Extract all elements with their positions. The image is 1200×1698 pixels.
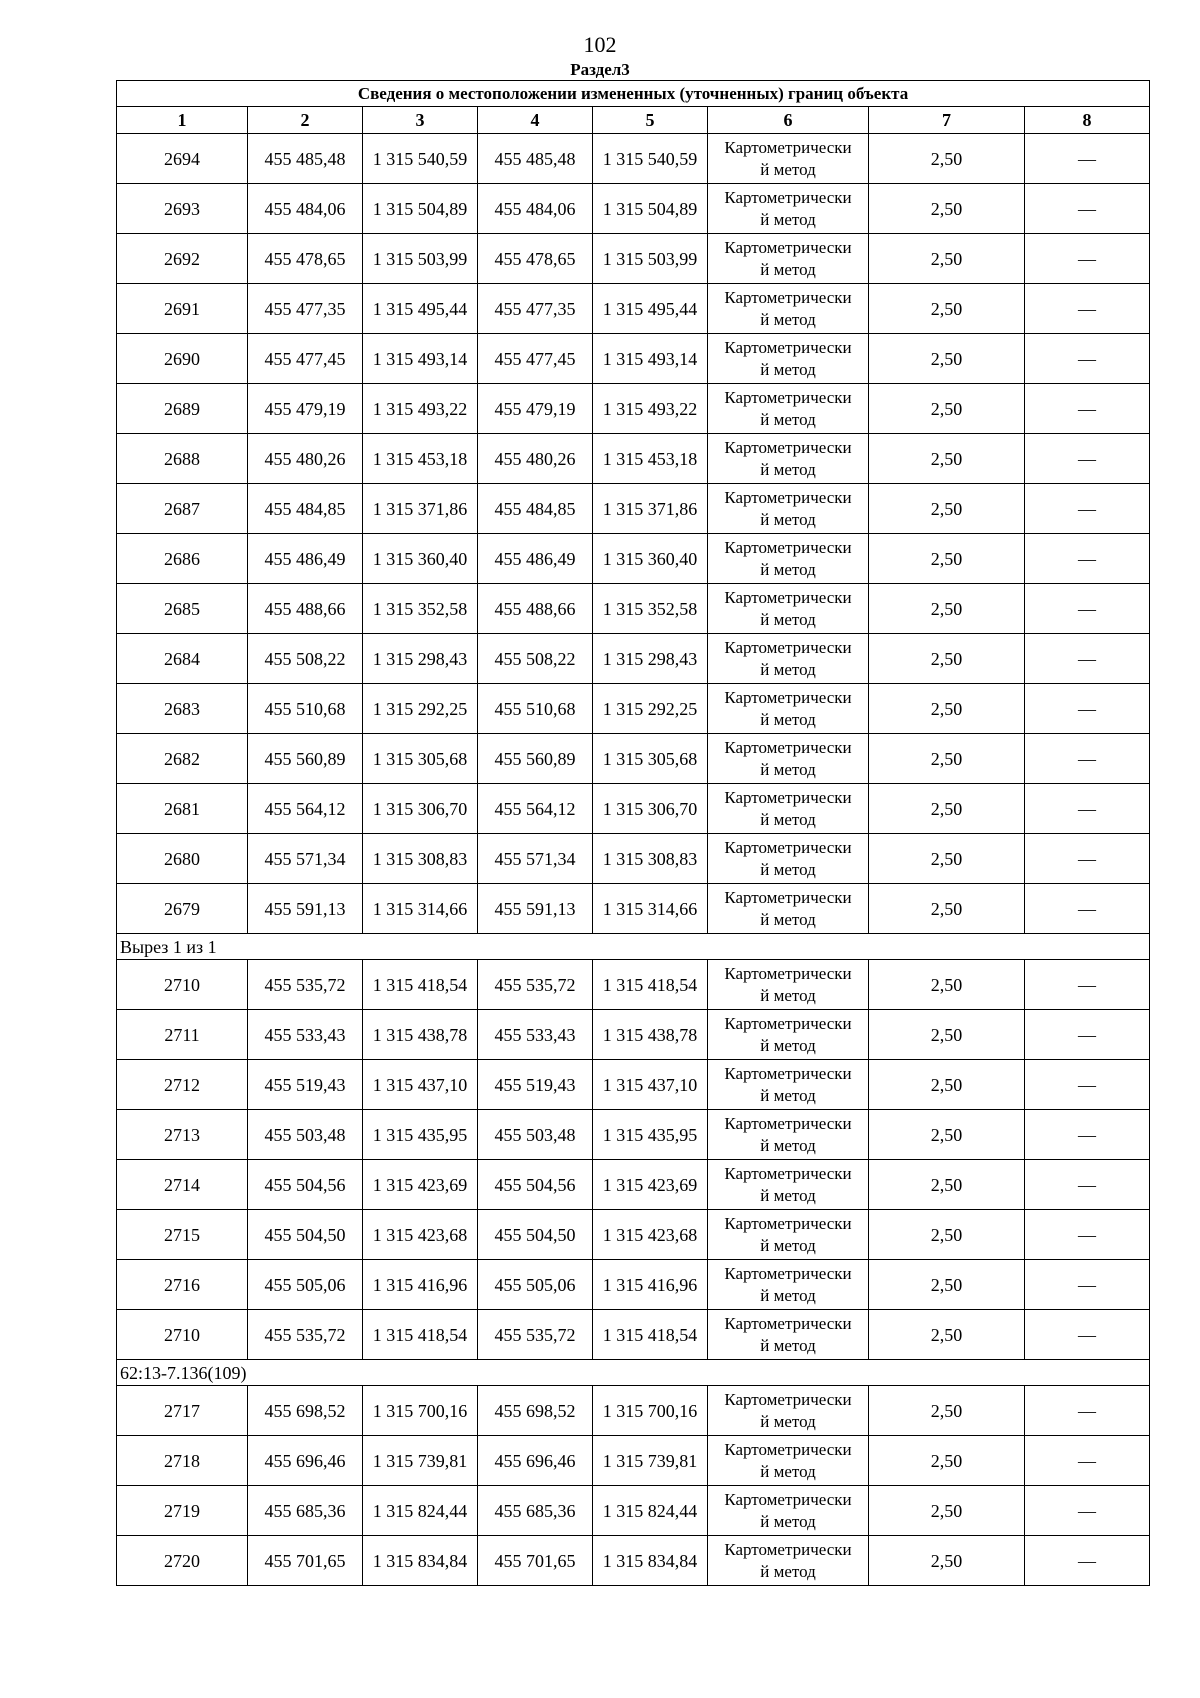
y-coord-cell: 1 315 739,81 <box>363 1436 478 1486</box>
dash-cell: — <box>1025 834 1150 884</box>
y-coord-cell: 1 315 834,84 <box>593 1536 708 1586</box>
x-coord-cell: 455 486,49 <box>478 534 593 584</box>
y-coord-cell: 1 315 306,70 <box>593 784 708 834</box>
table-row <box>117 1310 1150 1360</box>
table-row <box>117 534 1150 584</box>
x-coord-cell: 455 505,06 <box>478 1260 593 1310</box>
point-number-cell: 2690 <box>117 334 248 384</box>
method-cell: Картометрически й метод <box>708 634 869 684</box>
dash-cell: — <box>1025 384 1150 434</box>
y-coord-cell: 1 315 305,68 <box>363 734 478 784</box>
table-row <box>117 734 1150 784</box>
dash-cell: — <box>1025 184 1150 234</box>
table-row <box>117 1160 1150 1210</box>
y-coord-cell: 1 315 352,58 <box>363 584 478 634</box>
column-header: 6 <box>708 107 869 134</box>
dash-cell: — <box>1025 960 1150 1010</box>
x-coord-cell: 455 698,52 <box>248 1386 363 1436</box>
y-coord-cell: 1 315 495,44 <box>593 284 708 334</box>
table-row <box>117 1110 1150 1160</box>
dash-cell: — <box>1025 284 1150 334</box>
column-header: 1 <box>117 107 248 134</box>
accuracy-cell: 2,50 <box>869 434 1025 484</box>
accuracy-cell: 2,50 <box>869 1010 1025 1060</box>
y-coord-cell: 1 315 495,44 <box>363 284 478 334</box>
x-coord-cell: 455 485,48 <box>478 134 593 184</box>
table-row <box>117 284 1150 334</box>
point-number-cell: 2693 <box>117 184 248 234</box>
x-coord-cell: 455 685,36 <box>478 1486 593 1536</box>
method-cell: Картометрически й метод <box>708 960 869 1010</box>
x-coord-cell: 455 488,66 <box>478 584 593 634</box>
dash-cell: — <box>1025 634 1150 684</box>
method-cell: Картометрически й метод <box>708 1110 869 1160</box>
point-number-cell: 2710 <box>117 1310 248 1360</box>
method-cell: Картометрически й метод <box>708 834 869 884</box>
x-coord-cell: 455 535,72 <box>478 1310 593 1360</box>
page-number: 102 <box>583 32 617 57</box>
accuracy-cell: 2,50 <box>869 384 1025 434</box>
point-number-cell: 2682 <box>117 734 248 784</box>
method-cell: Картометрически й метод <box>708 584 869 634</box>
y-coord-cell: 1 315 314,66 <box>363 884 478 934</box>
y-coord-cell: 1 315 438,78 <box>593 1010 708 1060</box>
x-coord-cell: 455 503,48 <box>248 1110 363 1160</box>
table-group-row <box>117 1360 1150 1386</box>
dash-cell: — <box>1025 434 1150 484</box>
point-number-cell: 2684 <box>117 634 248 684</box>
table-row <box>117 834 1150 884</box>
x-coord-cell: 455 485,48 <box>248 134 363 184</box>
accuracy-cell: 2,50 <box>869 184 1025 234</box>
dash-cell: — <box>1025 1210 1150 1260</box>
x-coord-cell: 455 696,46 <box>248 1436 363 1486</box>
y-coord-cell: 1 315 306,70 <box>363 784 478 834</box>
table-row <box>117 1486 1150 1536</box>
x-coord-cell: 455 484,06 <box>248 184 363 234</box>
x-coord-cell: 455 505,06 <box>248 1260 363 1310</box>
x-coord-cell: 455 533,43 <box>478 1010 593 1060</box>
x-coord-cell: 455 535,72 <box>248 1310 363 1360</box>
accuracy-cell: 2,50 <box>869 334 1025 384</box>
column-header: 5 <box>593 107 708 134</box>
table-header-row <box>117 107 1150 134</box>
column-header: 4 <box>478 107 593 134</box>
dash-cell: — <box>1025 1486 1150 1536</box>
table-row <box>117 884 1150 934</box>
method-cell: Картометрически й метод <box>708 234 869 284</box>
x-coord-cell: 455 564,12 <box>478 784 593 834</box>
y-coord-cell: 1 315 418,54 <box>363 1310 478 1360</box>
dash-cell: — <box>1025 1310 1150 1360</box>
table-row <box>117 334 1150 384</box>
dash-cell: — <box>1025 1160 1150 1210</box>
y-coord-cell: 1 315 292,25 <box>593 684 708 734</box>
y-coord-cell: 1 315 418,54 <box>363 960 478 1010</box>
y-coord-cell: 1 315 435,95 <box>593 1110 708 1160</box>
point-number-cell: 2719 <box>117 1486 248 1536</box>
point-number-cell: 2692 <box>117 234 248 284</box>
accuracy-cell: 2,50 <box>869 484 1025 534</box>
point-number-cell: 2714 <box>117 1160 248 1210</box>
point-number-cell: 2688 <box>117 434 248 484</box>
dash-cell: — <box>1025 884 1150 934</box>
accuracy-cell: 2,50 <box>869 1310 1025 1360</box>
point-number-cell: 2715 <box>117 1210 248 1260</box>
point-number-cell: 2718 <box>117 1436 248 1486</box>
x-coord-cell: 455 698,52 <box>478 1386 593 1436</box>
y-coord-cell: 1 315 503,99 <box>363 234 478 284</box>
boundary-coordinates-table <box>116 80 1150 1586</box>
dash-cell: — <box>1025 1060 1150 1110</box>
x-coord-cell: 455 510,68 <box>478 684 593 734</box>
x-coord-cell: 455 560,89 <box>248 734 363 784</box>
method-cell: Картометрически й метод <box>708 1010 869 1060</box>
y-coord-cell: 1 315 352,58 <box>593 584 708 634</box>
y-coord-cell: 1 315 739,81 <box>593 1436 708 1486</box>
point-number-cell: 2687 <box>117 484 248 534</box>
accuracy-cell: 2,50 <box>869 1386 1025 1436</box>
dash-cell: — <box>1025 1436 1150 1486</box>
table-row <box>117 634 1150 684</box>
table-row <box>117 1436 1150 1486</box>
accuracy-cell: 2,50 <box>869 734 1025 784</box>
x-coord-cell: 455 533,43 <box>248 1010 363 1060</box>
y-coord-cell: 1 315 314,66 <box>593 884 708 934</box>
x-coord-cell: 455 564,12 <box>248 784 363 834</box>
point-number-cell: 2685 <box>117 584 248 634</box>
method-cell: Картометрически й метод <box>708 484 869 534</box>
table-row <box>117 1010 1150 1060</box>
x-coord-cell: 455 591,13 <box>478 884 593 934</box>
point-number-cell: 2711 <box>117 1010 248 1060</box>
y-coord-cell: 1 315 503,99 <box>593 234 708 284</box>
y-coord-cell: 1 315 540,59 <box>363 134 478 184</box>
point-number-cell: 2683 <box>117 684 248 734</box>
method-cell: Картометрически й метод <box>708 384 869 434</box>
method-cell: Картометрически й метод <box>708 334 869 384</box>
accuracy-cell: 2,50 <box>869 960 1025 1010</box>
dash-cell: — <box>1025 1386 1150 1436</box>
table-row <box>117 484 1150 534</box>
y-coord-cell: 1 315 308,83 <box>593 834 708 884</box>
x-coord-cell: 455 477,35 <box>478 284 593 334</box>
y-coord-cell: 1 315 298,43 <box>363 634 478 684</box>
y-coord-cell: 1 315 504,89 <box>363 184 478 234</box>
y-coord-cell: 1 315 493,22 <box>363 384 478 434</box>
dash-cell: — <box>1025 1260 1150 1310</box>
table-row <box>117 584 1150 634</box>
dash-cell: — <box>1025 1010 1150 1060</box>
x-coord-cell: 455 571,34 <box>478 834 593 884</box>
y-coord-cell: 1 315 504,89 <box>593 184 708 234</box>
x-coord-cell: 455 701,65 <box>478 1536 593 1586</box>
accuracy-cell: 2,50 <box>869 1486 1025 1536</box>
x-coord-cell: 455 479,19 <box>248 384 363 434</box>
x-coord-cell: 455 508,22 <box>478 634 593 684</box>
y-coord-cell: 1 315 416,96 <box>363 1260 478 1310</box>
x-coord-cell: 455 504,50 <box>478 1210 593 1260</box>
accuracy-cell: 2,50 <box>869 234 1025 284</box>
table-row <box>117 1060 1150 1110</box>
accuracy-cell: 2,50 <box>869 834 1025 884</box>
accuracy-cell: 2,50 <box>869 1110 1025 1160</box>
x-coord-cell: 455 478,65 <box>478 234 593 284</box>
method-cell: Картометрически й метод <box>708 1210 869 1260</box>
y-coord-cell: 1 315 453,18 <box>593 434 708 484</box>
accuracy-cell: 2,50 <box>869 1536 1025 1586</box>
point-number-cell: 2694 <box>117 134 248 184</box>
group-label: 62:13-7.136(109) <box>117 1360 1150 1386</box>
x-coord-cell: 455 510,68 <box>248 684 363 734</box>
point-number-cell: 2710 <box>117 960 248 1010</box>
y-coord-cell: 1 315 418,54 <box>593 960 708 1010</box>
column-header: 8 <box>1025 107 1150 134</box>
accuracy-cell: 2,50 <box>869 1260 1025 1310</box>
y-coord-cell: 1 315 824,44 <box>593 1486 708 1536</box>
x-coord-cell: 455 480,26 <box>478 434 593 484</box>
dash-cell: — <box>1025 534 1150 584</box>
column-header: 2 <box>248 107 363 134</box>
method-cell: Картометрически й метод <box>708 1436 869 1486</box>
x-coord-cell: 455 591,13 <box>248 884 363 934</box>
dash-cell: — <box>1025 684 1150 734</box>
y-coord-cell: 1 315 371,86 <box>593 484 708 534</box>
dash-cell: — <box>1025 584 1150 634</box>
x-coord-cell: 455 488,66 <box>248 584 363 634</box>
method-cell: Картометрически й метод <box>708 884 869 934</box>
y-coord-cell: 1 315 493,14 <box>593 334 708 384</box>
accuracy-cell: 2,50 <box>869 784 1025 834</box>
y-coord-cell: 1 315 298,43 <box>593 634 708 684</box>
point-number-cell: 2712 <box>117 1060 248 1110</box>
x-coord-cell: 455 571,34 <box>248 834 363 884</box>
method-cell: Картометрически й метод <box>708 1060 869 1110</box>
table-row <box>117 684 1150 734</box>
x-coord-cell: 455 519,43 <box>478 1060 593 1110</box>
y-coord-cell: 1 315 700,16 <box>363 1386 478 1436</box>
table-row <box>117 184 1150 234</box>
y-coord-cell: 1 315 423,69 <box>593 1160 708 1210</box>
x-coord-cell: 455 519,43 <box>248 1060 363 1110</box>
table-title: Сведения о местоположении измененных (уточненных) границ объекта <box>117 81 1150 107</box>
method-cell: Картометрически й метод <box>708 734 869 784</box>
y-coord-cell: 1 315 292,25 <box>363 684 478 734</box>
section-title: Раздел3 <box>570 60 630 79</box>
accuracy-cell: 2,50 <box>869 584 1025 634</box>
y-coord-cell: 1 315 305,68 <box>593 734 708 784</box>
table-row <box>117 784 1150 834</box>
y-coord-cell: 1 315 493,14 <box>363 334 478 384</box>
column-header: 3 <box>363 107 478 134</box>
x-coord-cell: 455 484,85 <box>248 484 363 534</box>
table-row <box>117 1210 1150 1260</box>
point-number-cell: 2686 <box>117 534 248 584</box>
x-coord-cell: 455 486,49 <box>248 534 363 584</box>
x-coord-cell: 455 701,65 <box>248 1536 363 1586</box>
table-row <box>117 134 1150 184</box>
method-cell: Картометрически й метод <box>708 534 869 584</box>
point-number-cell: 2691 <box>117 284 248 334</box>
accuracy-cell: 2,50 <box>869 1436 1025 1486</box>
y-coord-cell: 1 315 824,44 <box>363 1486 478 1536</box>
dash-cell: — <box>1025 234 1150 284</box>
method-cell: Картометрически й метод <box>708 784 869 834</box>
table-row <box>117 960 1150 1010</box>
accuracy-cell: 2,50 <box>869 884 1025 934</box>
point-number-cell: 2689 <box>117 384 248 434</box>
column-header: 7 <box>869 107 1025 134</box>
y-coord-cell: 1 315 423,68 <box>593 1210 708 1260</box>
x-coord-cell: 455 535,72 <box>248 960 363 1010</box>
y-coord-cell: 1 315 834,84 <box>363 1536 478 1586</box>
x-coord-cell: 455 477,45 <box>248 334 363 384</box>
y-coord-cell: 1 315 437,10 <box>363 1060 478 1110</box>
point-number-cell: 2717 <box>117 1386 248 1436</box>
method-cell: Картометрически й метод <box>708 434 869 484</box>
point-number-cell: 2713 <box>117 1110 248 1160</box>
x-coord-cell: 455 478,65 <box>248 234 363 284</box>
y-coord-cell: 1 315 438,78 <box>363 1010 478 1060</box>
x-coord-cell: 455 504,56 <box>248 1160 363 1210</box>
x-coord-cell: 455 696,46 <box>478 1436 593 1486</box>
point-number-cell: 2679 <box>117 884 248 934</box>
method-cell: Картометрически й метод <box>708 1310 869 1360</box>
method-cell: Картометрически й метод <box>708 184 869 234</box>
table-row <box>117 1386 1150 1436</box>
y-coord-cell: 1 315 416,96 <box>593 1260 708 1310</box>
accuracy-cell: 2,50 <box>869 534 1025 584</box>
dash-cell: — <box>1025 334 1150 384</box>
x-coord-cell: 455 503,48 <box>478 1110 593 1160</box>
point-number-cell: 2720 <box>117 1536 248 1586</box>
x-coord-cell: 455 484,06 <box>478 184 593 234</box>
accuracy-cell: 2,50 <box>869 634 1025 684</box>
x-coord-cell: 455 508,22 <box>248 634 363 684</box>
method-cell: Картометрически й метод <box>708 284 869 334</box>
x-coord-cell: 455 560,89 <box>478 734 593 784</box>
y-coord-cell: 1 315 437,10 <box>593 1060 708 1110</box>
method-cell: Картометрически й метод <box>708 134 869 184</box>
y-coord-cell: 1 315 493,22 <box>593 384 708 434</box>
y-coord-cell: 1 315 418,54 <box>593 1310 708 1360</box>
table-row <box>117 384 1150 434</box>
table-row <box>117 1536 1150 1586</box>
point-number-cell: 2716 <box>117 1260 248 1310</box>
y-coord-cell: 1 315 435,95 <box>363 1110 478 1160</box>
method-cell: Картометрически й метод <box>708 1260 869 1310</box>
accuracy-cell: 2,50 <box>869 284 1025 334</box>
dash-cell: — <box>1025 484 1150 534</box>
y-coord-cell: 1 315 700,16 <box>593 1386 708 1436</box>
dash-cell: — <box>1025 1110 1150 1160</box>
table-row <box>117 434 1150 484</box>
y-coord-cell: 1 315 360,40 <box>363 534 478 584</box>
dash-cell: — <box>1025 734 1150 784</box>
x-coord-cell: 455 479,19 <box>478 384 593 434</box>
dash-cell: — <box>1025 1536 1150 1586</box>
y-coord-cell: 1 315 423,68 <box>363 1210 478 1260</box>
point-number-cell: 2681 <box>117 784 248 834</box>
table-row <box>117 1260 1150 1310</box>
dash-cell: — <box>1025 784 1150 834</box>
point-number-cell: 2680 <box>117 834 248 884</box>
method-cell: Картометрически й метод <box>708 1160 869 1210</box>
dash-cell: — <box>1025 134 1150 184</box>
method-cell: Картометрически й метод <box>708 1386 869 1436</box>
y-coord-cell: 1 315 453,18 <box>363 434 478 484</box>
y-coord-cell: 1 315 360,40 <box>593 534 708 584</box>
accuracy-cell: 2,50 <box>869 1160 1025 1210</box>
y-coord-cell: 1 315 308,83 <box>363 834 478 884</box>
accuracy-cell: 2,50 <box>869 684 1025 734</box>
y-coord-cell: 1 315 423,69 <box>363 1160 478 1210</box>
x-coord-cell: 455 685,36 <box>248 1486 363 1536</box>
y-coord-cell: 1 315 371,86 <box>363 484 478 534</box>
x-coord-cell: 455 484,85 <box>478 484 593 534</box>
accuracy-cell: 2,50 <box>869 1060 1025 1110</box>
method-cell: Картометрически й метод <box>708 1486 869 1536</box>
x-coord-cell: 455 535,72 <box>478 960 593 1010</box>
method-cell: Картометрически й метод <box>708 684 869 734</box>
table-group-row <box>117 934 1150 960</box>
table-row <box>117 234 1150 284</box>
x-coord-cell: 455 480,26 <box>248 434 363 484</box>
y-coord-cell: 1 315 540,59 <box>593 134 708 184</box>
x-coord-cell: 455 504,50 <box>248 1210 363 1260</box>
accuracy-cell: 2,50 <box>869 1210 1025 1260</box>
group-label: Вырез 1 из 1 <box>117 934 1150 960</box>
x-coord-cell: 455 477,45 <box>478 334 593 384</box>
method-cell: Картометрически й метод <box>708 1536 869 1586</box>
x-coord-cell: 455 477,35 <box>248 284 363 334</box>
accuracy-cell: 2,50 <box>869 134 1025 184</box>
table-title-row <box>117 81 1150 107</box>
x-coord-cell: 455 504,56 <box>478 1160 593 1210</box>
